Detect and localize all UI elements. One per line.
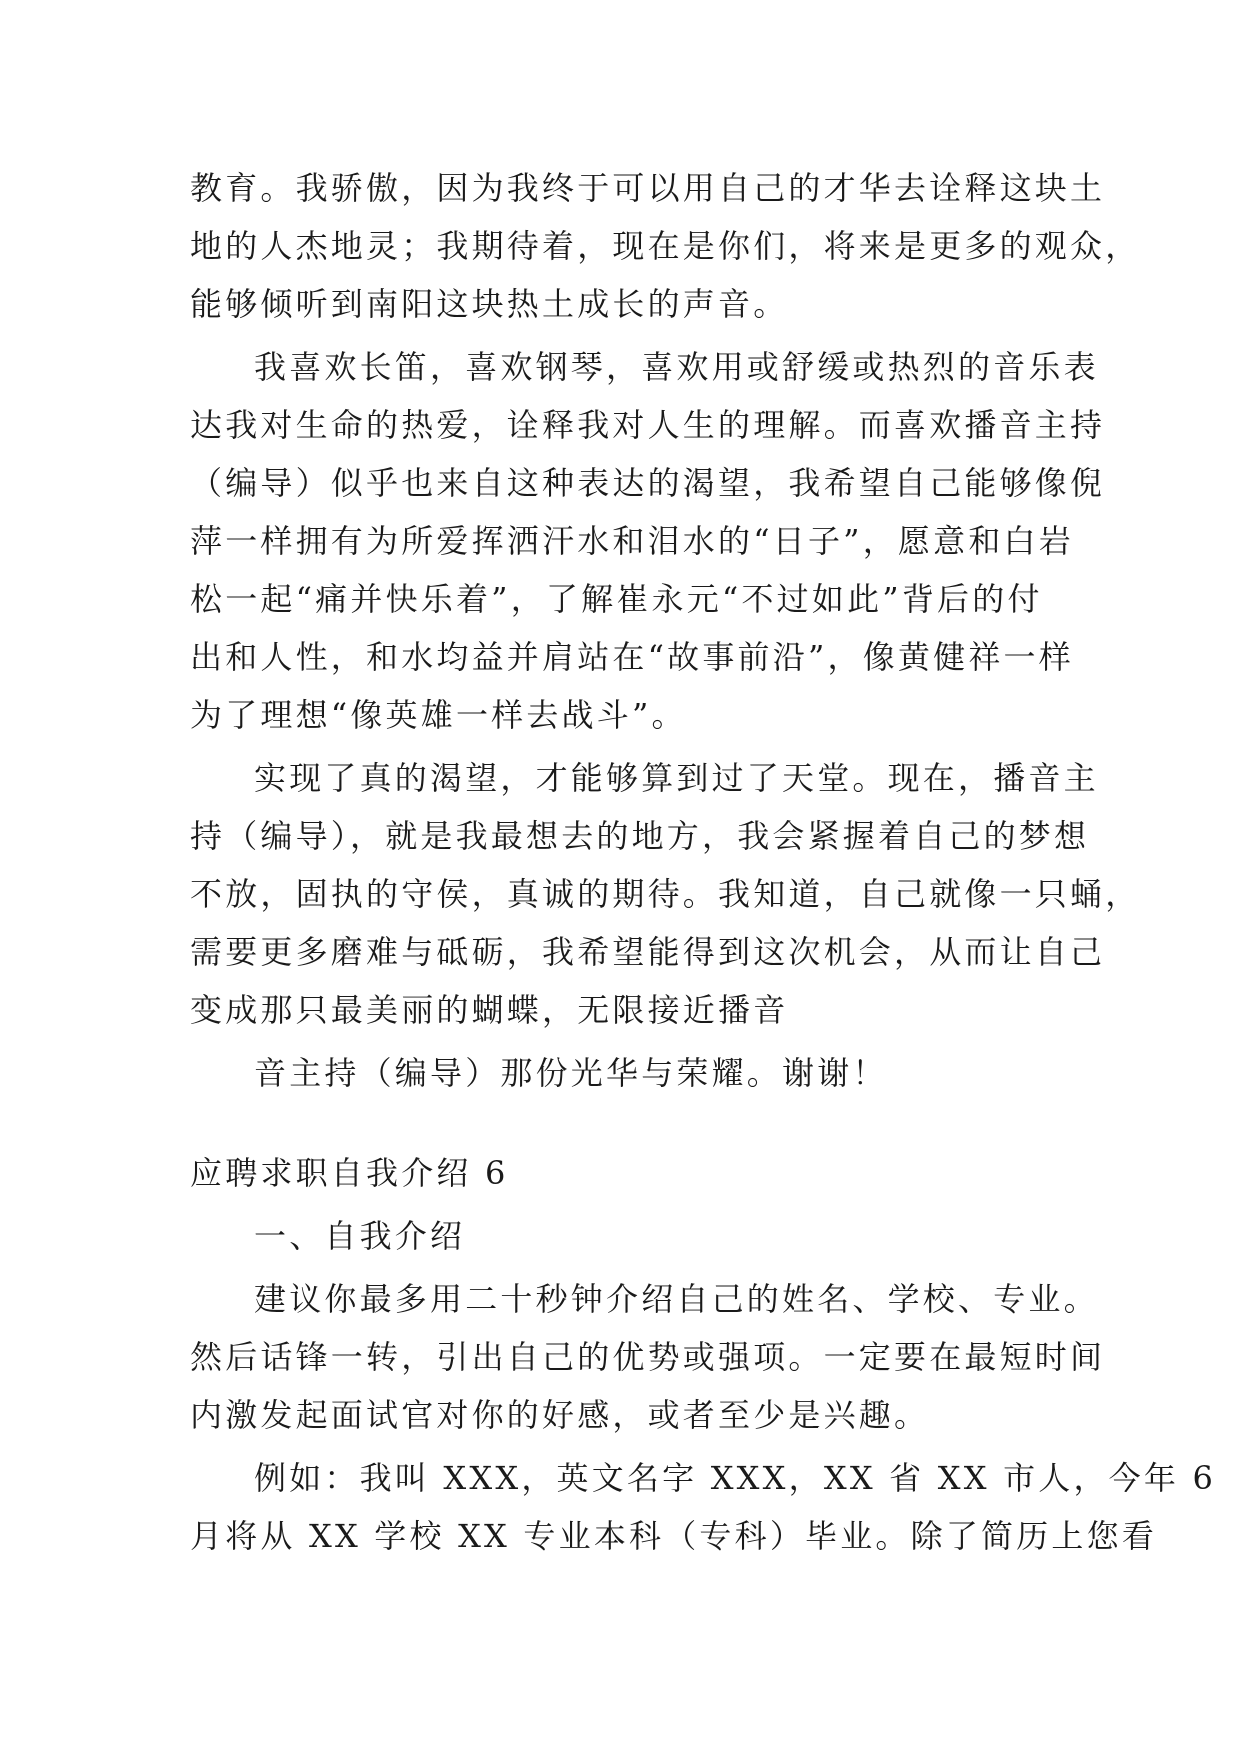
paragraph-line: 然后话锋一转，引出自己的优势或强项。一定要在最短时间 — [190, 1338, 1106, 1376]
paragraph-line: 需要更多磨难与砥砺，我希望能得到这次机会，从而让自己 — [190, 933, 1106, 971]
paragraph-line: 月将从 XX 学校 XX 专业本科（专科）毕业。除了简历上您看 — [190, 1517, 1158, 1555]
paragraph-line: 达我对生命的热爱，诠释我对人生的理解。而喜欢播音主持 — [190, 406, 1106, 444]
paragraph-line: 实现了真的渴望，才能够算到过了天堂。现在，播音主 — [254, 759, 1099, 797]
paragraph-line: 松一起“痛并快乐着”，了解崔永元“不过如此”背后的付 — [190, 580, 1043, 618]
paragraph-line: 例如：我叫 XXX，英文名字 XXX，XX 省 XX 市人，今年 6 — [254, 1459, 1217, 1497]
paragraph-line: 音主持（编导）那份光华与荣耀。谢谢！ — [254, 1054, 888, 1092]
paragraph-line: 为了理想“像英雄一样去战斗”。 — [190, 696, 687, 734]
subheading: 一、自我介绍 — [254, 1217, 466, 1255]
paragraph-line: 建议你最多用二十秒钟介绍自己的姓名、学校、专业。 — [254, 1280, 1099, 1318]
paragraph-line: 变成那只最美丽的蝴蝶，无限接近播音 — [190, 991, 789, 1029]
section-heading: 应聘求职自我介绍 6 — [190, 1154, 509, 1192]
paragraph-line: 萍一样拥有为所爱挥洒汗水和泪水的“日子”，愿意和白岩 — [190, 522, 1074, 560]
paragraph-line: 我喜欢长笛，喜欢钢琴，喜欢用或舒缓或热烈的音乐表 — [254, 348, 1099, 386]
paragraph-line: 内激发起面试官对你的好感，或者至少是兴趣。 — [190, 1396, 930, 1434]
paragraph-line: 持（编导），就是我最想去的地方，我会紧握着自己的梦想 — [190, 817, 1090, 855]
paragraph-line: 能够倾听到南阳这块热土成长的声音。 — [190, 285, 789, 323]
paragraph-line: 教育。我骄傲，因为我终于可以用自己的才华去诠释这块土 — [190, 169, 1106, 207]
paragraph-line: 地的人杰地灵；我期待着，现在是你们，将来是更多的观众， — [190, 227, 1141, 265]
paragraph-line: 不放，固执的守侯，真诚的期待。我知道，自己就像一只蛹， — [190, 875, 1141, 913]
paragraph-line: 出和人性，和水均益并肩站在“故事前沿”，像黄健祥一样 — [190, 638, 1074, 676]
paragraph-line: （编导）似乎也来自这种表达的渴望，我希望自己能够像倪 — [190, 464, 1106, 502]
